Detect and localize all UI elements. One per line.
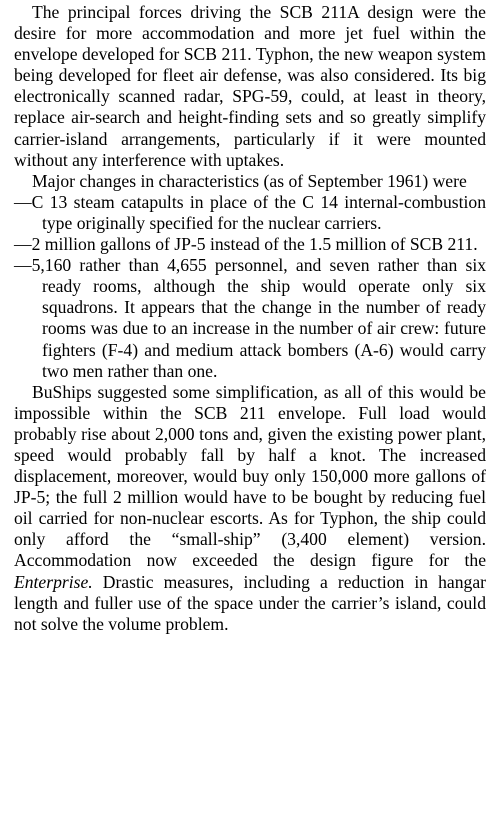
list-item-catapults: —C 13 steam catapults in place of the C 14 internal-combustion type originally specified for the nuclear carriers. — [14, 191, 486, 233]
paragraph-major-changes: Major changes in characteristics (as of September 1961) were — [32, 170, 467, 191]
ship-name-enterprise: Enterprise. — [14, 571, 93, 592]
list-item-jp5-fuel: —2 million gallons of JP-5 instead of the 1.5 million of SCB 211. — [14, 234, 478, 255]
paragraph-principal-forces: The principal forces driving the SCB 211A design were the desire for more accommodation and more jet fuel within the envelope developed for SCB 211. Typhon, the new weapon system being developed for fleet air defense, was also considered. Its big electronically scanned radar, SPG-59, could, at least in theory, replace air-search and height-finding sets and so greatly simplify carrier-island arrangements, particularly if it were mounted without any interference with uptakes. — [14, 2, 486, 170]
paragraph-buships — [14, 382, 486, 635]
list-item-personnel: —5,160 rather than 4,655 personnel, and seven rather than six ready rooms, although the ship would operate only six squadrons. It appears that the change in the number of ready rooms was due to an increase in the number of air crew: future fighters (F-4) and medium attack bombers (A-6) would carry two men rather than one. — [14, 255, 486, 381]
paragraph-buships-text-before: BuShips suggested some simplification, as all of this would be impossible within the SCB 211 envelope. Full load would probably rise about 2,000 tons and, given the existing power plant, speed would probably fall by half a knot. The increased displacement, moreover, would buy only 150,000 more gallons of JP-5; the full 2 million would have to be bought by reducing fuel oil carried for non-nuclear escorts. As for Typhon, the ship could only afford the “small-ship” (3,400 element) version. Accommodation now exceeded the design figure for the — [14, 381, 486, 571]
paragraph-buships-text-after: Drastic measures, including a reduction in hangar length and fuller use of the space under the carrier’s island, could not solve the volume problem. — [14, 571, 486, 634]
